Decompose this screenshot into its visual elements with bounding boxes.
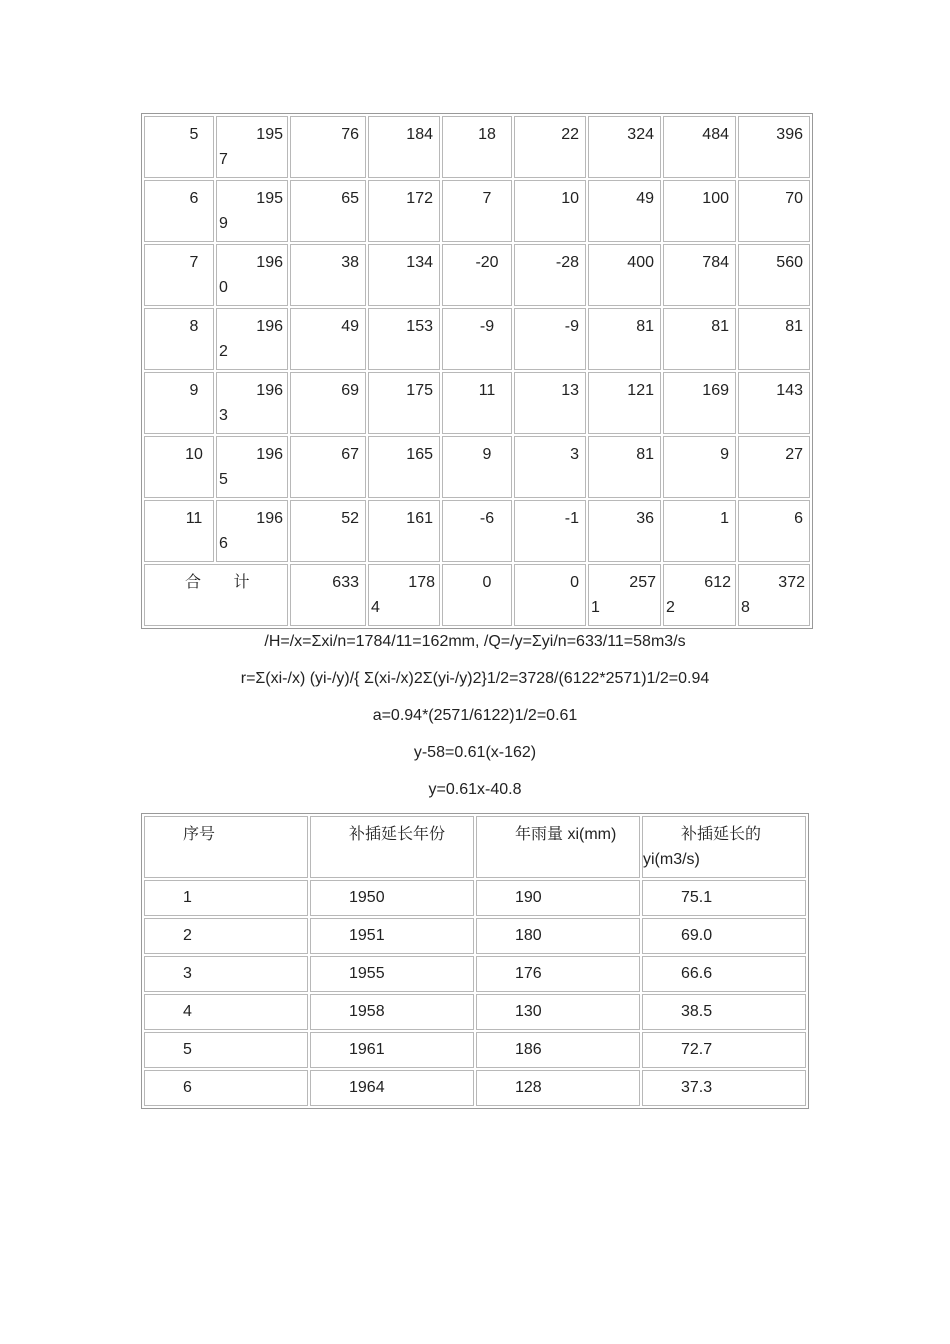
cell-flow: 37.3 — [642, 1070, 806, 1106]
table-row — [144, 180, 810, 242]
cell-rain: 130 — [476, 994, 640, 1030]
cell-runoff: 69 — [290, 372, 366, 434]
cell-dev-y-sq: 81 — [663, 308, 736, 370]
cell-dev-x-sq: 81 — [588, 308, 661, 370]
year-part-b: 3 — [219, 407, 228, 424]
cell-rain: 128 — [476, 1070, 640, 1106]
cell-no: 3 — [144, 956, 308, 992]
row-year — [216, 244, 288, 306]
table-row — [144, 994, 806, 1030]
total-label: 合 计 — [144, 564, 288, 626]
cell-dev-y: -9 — [514, 308, 586, 370]
total-dev-x-sq-a: 257 — [629, 574, 656, 591]
formula-regression-simplified: y=0.61x-40.8 — [428, 781, 522, 798]
total-dev-y-sq-a: 612 — [704, 574, 731, 591]
formula-correlation: r=Σ(xi-/x) (yi-/y)/{ Σ(xi-/x)2Σ(yi-/y)2}1/2=3728/(6122*2571)1/2=0.94 — [240, 670, 710, 687]
row-year — [216, 372, 288, 434]
cell-runoff: 76 — [290, 116, 366, 178]
table-row — [144, 918, 806, 954]
total-runoff: 633 — [290, 564, 366, 626]
row-year — [216, 500, 288, 562]
table-row — [144, 956, 806, 992]
cell-product: 560 — [738, 244, 810, 306]
cell-no: 6 — [144, 1070, 308, 1106]
cell-dev-x: 18 — [442, 116, 512, 178]
cell-runoff: 49 — [290, 308, 366, 370]
cell-product: 27 — [738, 436, 810, 498]
cell-product: 143 — [738, 372, 810, 434]
cell-rain: 184 — [368, 116, 440, 178]
cell-product: 396 — [738, 116, 810, 178]
cell-runoff: 38 — [290, 244, 366, 306]
year-part-b: 5 — [219, 471, 228, 488]
total-dev-y: 0 — [514, 564, 586, 626]
table-row — [144, 880, 806, 916]
cell-product: 81 — [738, 308, 810, 370]
cell-dev-y: 13 — [514, 372, 586, 434]
row-year — [216, 436, 288, 498]
cell-runoff: 67 — [290, 436, 366, 498]
cell-dev-x-sq: 49 — [588, 180, 661, 242]
table-row — [144, 244, 810, 306]
header-flow-b: yi(m3/s) — [643, 851, 700, 868]
formula-means: /H=/x=Σxi/n=1784/11=162mm, /Q=/y=Σyi/n=633/11=58m3/s — [264, 633, 686, 650]
total-dev-x: 0 — [442, 564, 512, 626]
table-row — [144, 308, 810, 370]
year-part-a: 195 — [256, 190, 283, 207]
cell-dev-y: 3 — [514, 436, 586, 498]
extension-table — [141, 813, 809, 1109]
cell-dev-y-sq: 784 — [663, 244, 736, 306]
header-flow-a: 补插延长的 — [681, 826, 762, 843]
cell-dev-x-sq: 36 — [588, 500, 661, 562]
row-index: 6 — [144, 180, 214, 242]
table-row — [144, 1070, 806, 1106]
header-year: 补插延长年份 — [310, 816, 474, 878]
cell-rain: 134 — [368, 244, 440, 306]
cell-dev-y-sq: 1 — [663, 500, 736, 562]
cell-no: 4 — [144, 994, 308, 1030]
cell-dev-y-sq: 9 — [663, 436, 736, 498]
row-year — [216, 116, 288, 178]
cell-product: 70 — [738, 180, 810, 242]
cell-dev-y: 22 — [514, 116, 586, 178]
formula-slope: a=0.94*(2571/6122)1/2=0.61 — [372, 707, 578, 724]
cell-dev-x: 11 — [442, 372, 512, 434]
total-product — [738, 564, 810, 626]
cell-flow: 75.1 — [642, 880, 806, 916]
row-index: 11 — [144, 500, 214, 562]
year-part-a: 196 — [256, 382, 283, 399]
formula-regression: y-58=0.61(x-162) — [413, 744, 537, 761]
total-dev-x-sq — [588, 564, 661, 626]
cell-rain: 161 — [368, 500, 440, 562]
table-row — [144, 500, 810, 562]
cell-year: 1955 — [310, 956, 474, 992]
total-dev-x-sq-b: 1 — [591, 599, 600, 616]
year-part-b: 7 — [219, 151, 228, 168]
row-year — [216, 180, 288, 242]
row-index: 7 — [144, 244, 214, 306]
row-index: 10 — [144, 436, 214, 498]
cell-dev-y: -1 — [514, 500, 586, 562]
year-part-a: 196 — [256, 510, 283, 527]
cell-year: 1951 — [310, 918, 474, 954]
cell-year: 1950 — [310, 880, 474, 916]
cell-dev-x: -6 — [442, 500, 512, 562]
total-dev-y-sq-b: 2 — [666, 599, 675, 616]
cell-dev-y-sq: 100 — [663, 180, 736, 242]
cell-dev-x-sq: 400 — [588, 244, 661, 306]
total-rain-b: 4 — [371, 599, 380, 616]
cell-dev-x: -20 — [442, 244, 512, 306]
year-part-b: 9 — [219, 215, 228, 232]
cell-year: 1964 — [310, 1070, 474, 1106]
cell-dev-y: -28 — [514, 244, 586, 306]
cell-dev-x-sq: 324 — [588, 116, 661, 178]
cell-dev-x: 7 — [442, 180, 512, 242]
cell-rain: 190 — [476, 880, 640, 916]
year-part-a: 196 — [256, 446, 283, 463]
cell-rain: 153 — [368, 308, 440, 370]
cell-flow: 69.0 — [642, 918, 806, 954]
cell-product: 6 — [738, 500, 810, 562]
cell-rain: 165 — [368, 436, 440, 498]
cell-rain: 180 — [476, 918, 640, 954]
cell-year: 1961 — [310, 1032, 474, 1068]
year-part-a: 195 — [256, 126, 283, 143]
total-rain — [368, 564, 440, 626]
cell-no: 5 — [144, 1032, 308, 1068]
total-dev-y-sq — [663, 564, 736, 626]
year-part-a: 196 — [256, 254, 283, 271]
cell-dev-x-sq: 81 — [588, 436, 661, 498]
cell-rain: 186 — [476, 1032, 640, 1068]
cell-rain: 175 — [368, 372, 440, 434]
cell-flow: 66.6 — [642, 956, 806, 992]
row-index: 5 — [144, 116, 214, 178]
cell-rain: 172 — [368, 180, 440, 242]
total-rain-a: 178 — [408, 574, 435, 591]
table-row — [144, 372, 810, 434]
cell-dev-x: 9 — [442, 436, 512, 498]
total-product-a: 372 — [778, 574, 805, 591]
year-part-b: 6 — [219, 535, 228, 552]
cell-runoff: 52 — [290, 500, 366, 562]
year-part-b: 0 — [219, 279, 228, 296]
total-row — [144, 564, 810, 626]
year-part-a: 196 — [256, 318, 283, 335]
year-part-b: 2 — [219, 343, 228, 360]
cell-dev-x-sq: 121 — [588, 372, 661, 434]
row-index: 9 — [144, 372, 214, 434]
header-no: 序号 — [144, 816, 308, 878]
cell-rain: 176 — [476, 956, 640, 992]
cell-year: 1958 — [310, 994, 474, 1030]
cell-dev-y-sq: 484 — [663, 116, 736, 178]
cell-flow: 38.5 — [642, 994, 806, 1030]
row-index: 8 — [144, 308, 214, 370]
table-row — [144, 436, 810, 498]
table-row — [144, 1032, 806, 1068]
cell-dev-y-sq: 169 — [663, 372, 736, 434]
cell-flow: 72.7 — [642, 1032, 806, 1068]
cell-dev-y: 10 — [514, 180, 586, 242]
cell-dev-x: -9 — [442, 308, 512, 370]
table-header-row — [144, 816, 806, 878]
header-flow — [642, 816, 806, 878]
row-year — [216, 308, 288, 370]
cell-no: 1 — [144, 880, 308, 916]
cell-no: 2 — [144, 918, 308, 954]
header-rain: 年雨量 xi(mm) — [476, 816, 640, 878]
table-row — [144, 116, 810, 178]
cell-runoff: 65 — [290, 180, 366, 242]
total-product-b: 8 — [741, 599, 750, 616]
correlation-table — [141, 113, 813, 629]
